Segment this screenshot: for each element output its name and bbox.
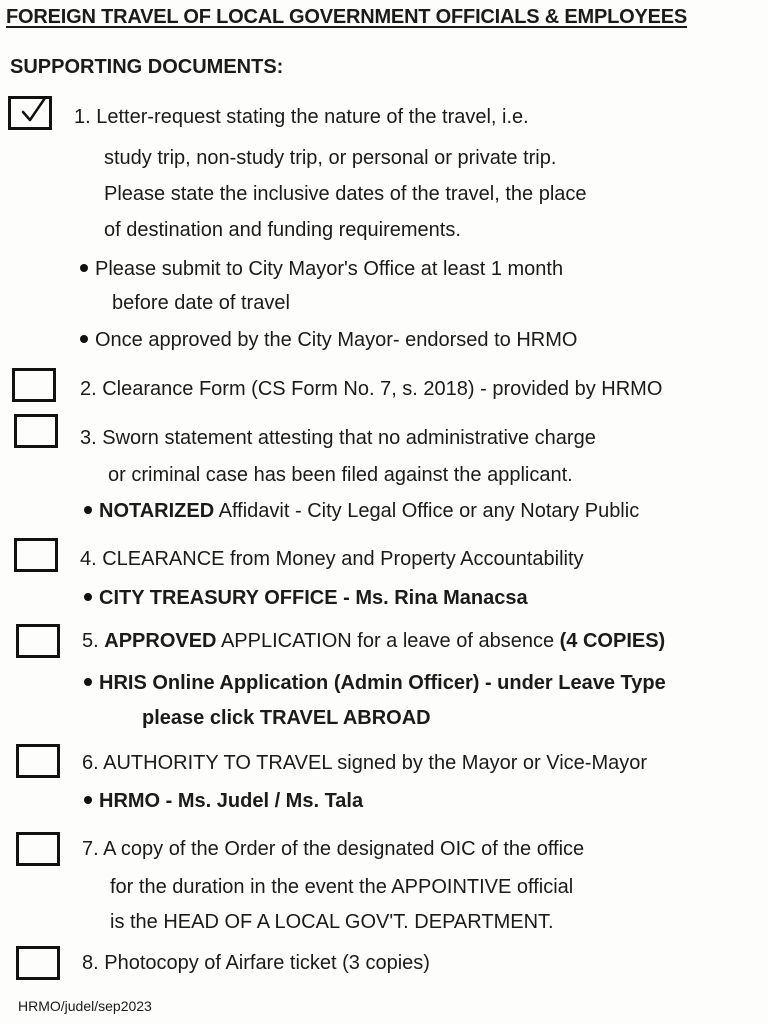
item-5-copies: (4 COPIES)	[559, 630, 666, 652]
item-8-text: 8. Photocopy of Airfare ticket (3 copies)	[82, 952, 430, 974]
document-footer-code: HRMO/judel/sep2023	[18, 998, 152, 1014]
item-4-bullet	[84, 585, 528, 611]
bullet-text: Affidavit - City Legal Office or any Notary Public	[214, 500, 640, 522]
item-6-checkbox[interactable]	[16, 744, 60, 778]
item-5-number: 5.	[82, 630, 105, 652]
bullet-text: Once approved by the City Mayor- endorsed to HRMO	[95, 329, 578, 351]
item-1-bullet-continuation: before date of travel	[112, 292, 290, 314]
item-5-bullet-continuation	[142, 705, 431, 731]
bullet-text: please click TRAVEL ABROAD	[142, 707, 431, 729]
item-7-checkbox[interactable]	[16, 832, 60, 866]
bullet-text: HRIS Online Application (Admin Officer) - under Leave Type	[99, 672, 666, 694]
item-1-bullet	[80, 256, 563, 282]
item-2-checkbox[interactable]	[12, 368, 56, 402]
bullet-icon	[80, 264, 88, 272]
section-heading: SUPPORTING DOCUMENTS:	[10, 56, 284, 78]
item-5-emphasis: APPROVED	[104, 630, 217, 652]
bullet-icon	[84, 796, 92, 804]
item-6-text: 6. AUTHORITY TO TRAVEL signed by the Mayor or Vice-Mayor	[82, 752, 648, 774]
item-2-text: 2. Clearance Form (CS Form No. 7, s. 2018) - provided by HRMO	[80, 378, 663, 400]
item-5-bullet	[84, 670, 666, 696]
bullet-text: Please submit to City Mayor's Office at least 1 month	[95, 258, 564, 280]
item-3-bullet	[84, 498, 639, 524]
bullet-icon	[84, 593, 92, 601]
bullet-emphasis: NOTARIZED	[99, 500, 215, 522]
item-4-checkbox[interactable]	[14, 538, 58, 572]
document-title: FOREIGN TRAVEL OF LOCAL GOVERNMENT OFFICIALS & EMPLOYEES	[6, 6, 688, 28]
item-5-text-mid: APPLICATION for a leave of absence	[216, 630, 560, 652]
item-1-text: 1. Letter-request stating the nature of the travel, i.e.	[74, 106, 529, 128]
bullet-icon	[80, 335, 88, 343]
bullet-text: HRMO - Ms. Judel / Ms. Tala	[99, 790, 364, 812]
item-1-bullet	[80, 327, 577, 353]
item-7-text: 7. A copy of the Order of the designated OIC of the office	[82, 838, 585, 860]
item-1-text: study trip, non-study trip, or personal or private trip.	[104, 147, 557, 169]
checkmark-icon	[21, 95, 47, 125]
item-3-text: or criminal case has been filed against the applicant.	[108, 464, 573, 486]
item-7-text: for the duration in the event the APPOINTIVE official	[110, 876, 574, 898]
item-5-text	[82, 628, 665, 654]
item-1-checkbox[interactable]	[8, 96, 52, 130]
item-7-text: is the HEAD OF A LOCAL GOV'T. DEPARTMENT.	[110, 911, 554, 933]
item-8-checkbox[interactable]	[16, 946, 60, 980]
item-1-text: of destination and funding requirements.	[104, 219, 461, 241]
item-4-text: 4. CLEARANCE from Money and Property Accountability	[80, 548, 584, 570]
bullet-icon	[84, 678, 92, 686]
item-1-text: Please state the inclusive dates of the travel, the place	[104, 183, 587, 205]
bullet-icon	[84, 506, 92, 514]
item-6-bullet	[84, 788, 363, 814]
bullet-text: CITY TREASURY OFFICE - Ms. Rina Manacsa	[99, 587, 528, 609]
item-3-text: 3. Sworn statement attesting that no administrative charge	[80, 427, 596, 449]
item-5-checkbox[interactable]	[16, 624, 60, 658]
item-3-checkbox[interactable]	[14, 414, 58, 448]
